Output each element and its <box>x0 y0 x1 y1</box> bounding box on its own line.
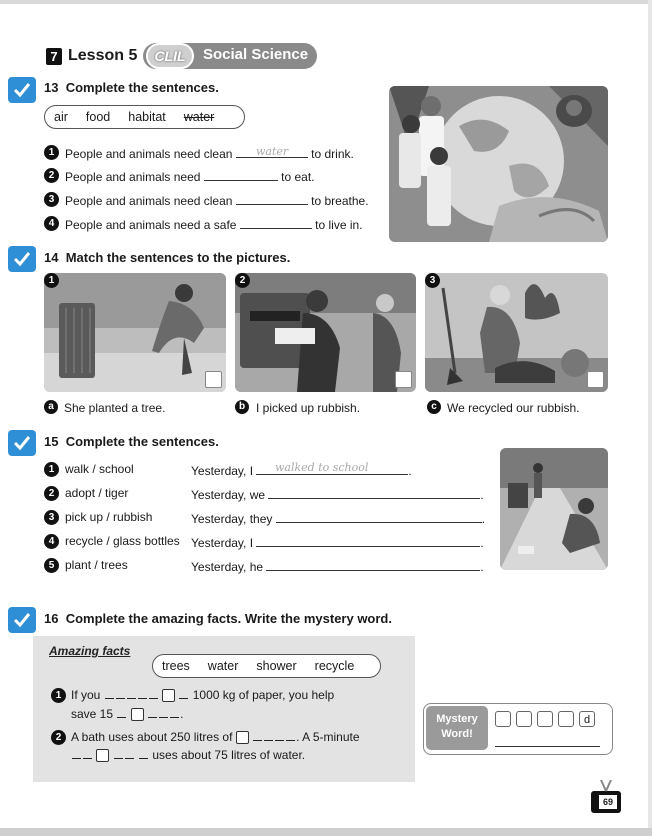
fact-2-line-2 <box>71 748 305 762</box>
subject-title: Social Science <box>203 46 309 63</box>
checkmark-icon[interactable] <box>8 246 36 272</box>
full-stop: . <box>480 560 484 574</box>
fact-2-line-1 <box>71 730 360 744</box>
photo-picking-rubbish <box>44 273 226 392</box>
mystery-letter-box[interactable] <box>96 749 109 762</box>
answer-box[interactable] <box>205 371 222 388</box>
fact-1-line-1 <box>71 688 334 702</box>
word-bank-item: water <box>207 659 239 673</box>
full-stop: . <box>481 512 486 526</box>
checkmark-icon[interactable] <box>8 430 36 456</box>
exercise-16-title <box>44 611 392 626</box>
sentence-text: People and animals need a safe <box>65 218 237 232</box>
item-number: 1 <box>44 462 59 477</box>
sentence-text: to live in. <box>315 218 363 232</box>
item-number: 5 <box>44 558 59 573</box>
mystery-label-line: Word! <box>441 728 473 740</box>
match-sentence: She planted a tree. <box>64 401 166 415</box>
clil-badge: CLIL <box>146 43 194 69</box>
mystery-letter-slot[interactable] <box>537 711 553 727</box>
sentence-text: People and animals need clean <box>65 194 233 208</box>
mystery-letter-box[interactable] <box>236 731 249 744</box>
photo-children-globe <box>389 86 608 242</box>
photo-recycling <box>235 273 416 392</box>
mystery-letter-slot[interactable] <box>516 711 532 727</box>
sentence-text: Yesterday, they <box>191 512 273 526</box>
answer-blank[interactable] <box>240 216 312 229</box>
item-number: 2 <box>44 168 59 183</box>
match-sentence: I picked up rubbish. <box>256 401 361 415</box>
sentence-text: to breathe. <box>311 194 369 208</box>
fact-text: . A 5-minute <box>296 730 360 744</box>
sentence-start <box>191 558 484 574</box>
mystery-letter-box[interactable] <box>162 689 175 702</box>
item-number: 4 <box>44 216 59 231</box>
word-bank-item: recycle <box>314 659 355 673</box>
sentence-letter: c <box>427 400 441 414</box>
mystery-word-label <box>426 706 488 750</box>
answer-line[interactable] <box>256 534 480 547</box>
photo-planting-tree <box>425 273 608 392</box>
answer-line[interactable] <box>276 510 482 523</box>
sentence-text: Yesterday, I <box>191 464 254 478</box>
item-number: 4 <box>44 534 59 549</box>
item-number: 1 <box>51 688 66 703</box>
exercise-number: 13 <box>44 80 59 95</box>
exercise-number: 16 <box>44 611 59 626</box>
mystery-letter-given: d <box>579 711 595 727</box>
full-stop: . <box>480 488 484 502</box>
exercise-13-title <box>44 80 219 95</box>
picture-number: 1 <box>44 273 59 288</box>
word-bank <box>44 105 245 129</box>
sentence-3 <box>65 192 369 208</box>
item-number: 3 <box>44 510 59 525</box>
verb-prompt: adopt / tiger <box>65 486 129 500</box>
verb-prompt: recycle / glass bottles <box>65 534 180 548</box>
fact-text: If you <box>71 688 101 702</box>
mystery-letter-slot[interactable] <box>495 711 511 727</box>
word-bank-item: food <box>85 110 111 124</box>
page-number: 69 <box>599 795 617 809</box>
fact-text: uses about 75 litres of water. <box>152 748 306 762</box>
exercise-instruction: Complete the sentences. <box>65 434 219 449</box>
fact-text: save 15 <box>71 707 114 721</box>
tv-antenna-icon <box>597 780 615 792</box>
fact-text: A bath uses about 250 litres of <box>71 730 233 744</box>
sentence-text: Yesterday, we <box>191 488 266 502</box>
sentence-start <box>191 486 484 502</box>
full-stop: . <box>408 464 412 478</box>
fact-text: 1000 kg of paper, you help <box>192 688 335 702</box>
verb-prompt: plant / trees <box>65 558 128 572</box>
word-bank <box>152 654 381 678</box>
exercise-14-title <box>44 250 290 265</box>
sentence-1 <box>65 145 354 161</box>
picture-number: 3 <box>425 273 440 288</box>
verb-prompt: pick up / rubbish <box>65 510 153 524</box>
sentence-text: People and animals need clean <box>65 147 233 161</box>
page-right-edge <box>648 0 652 836</box>
sentence-4 <box>65 216 363 232</box>
answer-blank[interactable] <box>236 192 308 205</box>
sentence-letter: b <box>235 400 249 414</box>
exercise-number: 15 <box>44 434 59 449</box>
item-number: 3 <box>44 192 59 207</box>
sentence-letter: a <box>44 400 58 414</box>
word-bank-item-crossed: water <box>183 110 215 124</box>
word-bank-item: habitat <box>128 110 166 124</box>
exercise-15-title <box>44 434 219 449</box>
answer-box[interactable] <box>395 371 412 388</box>
verb-prompt: walk / school <box>65 462 134 476</box>
item-number: 2 <box>51 730 66 745</box>
word-bank-item: air <box>54 110 68 124</box>
checkmark-icon[interactable] <box>8 607 36 633</box>
handwritten-answer: walked to school <box>275 461 369 474</box>
answer-box[interactable] <box>587 371 604 388</box>
mystery-letter-slot[interactable] <box>558 711 574 727</box>
sentence-text: Yesterday, I <box>191 536 254 550</box>
full-stop: . <box>480 536 484 550</box>
sentence-text: Yesterday, he <box>191 560 264 574</box>
exercise-number: 14 <box>44 250 59 265</box>
sentence-start <box>191 534 484 550</box>
fact-1-line-2: save 15 . <box>71 707 184 721</box>
sentence-2 <box>65 168 314 184</box>
answer-line[interactable] <box>266 558 480 571</box>
item-number: 2 <box>44 486 59 501</box>
exercise-instruction: Complete the sentences. <box>65 80 219 95</box>
page-top-edge <box>0 0 652 4</box>
exercise-instruction: Match the sentences to the pictures. <box>65 250 291 265</box>
match-sentence: We recycled our rubbish. <box>447 401 580 415</box>
handwritten-answer: water <box>256 145 289 158</box>
page-bottom-edge <box>0 828 652 836</box>
amazing-facts-title: Amazing facts <box>49 644 131 658</box>
answer-blank[interactable] <box>204 168 278 181</box>
sentence-text: People and animals need <box>65 170 201 184</box>
sentence-text: to drink. <box>311 147 354 161</box>
answer-line[interactable] <box>268 486 480 499</box>
word-bank-item: trees <box>162 659 190 673</box>
lesson-title: Lesson 5 <box>68 47 138 64</box>
lesson-number-badge: 7 <box>46 48 62 65</box>
mystery-letter-box[interactable] <box>131 708 144 721</box>
item-number: 1 <box>44 145 59 160</box>
checkmark-icon[interactable] <box>8 77 36 103</box>
sentence-text: to eat. <box>281 170 315 184</box>
picture-number: 2 <box>235 273 250 288</box>
sentence-start <box>191 510 485 526</box>
word-bank-item: shower <box>256 659 297 673</box>
mystery-word-answer-line[interactable] <box>495 746 600 747</box>
exercise-instruction: Complete the amazing facts. Write the mystery word. <box>65 611 392 626</box>
photo-park-rubbish <box>500 448 608 570</box>
mystery-label-line: Mystery <box>436 713 478 725</box>
